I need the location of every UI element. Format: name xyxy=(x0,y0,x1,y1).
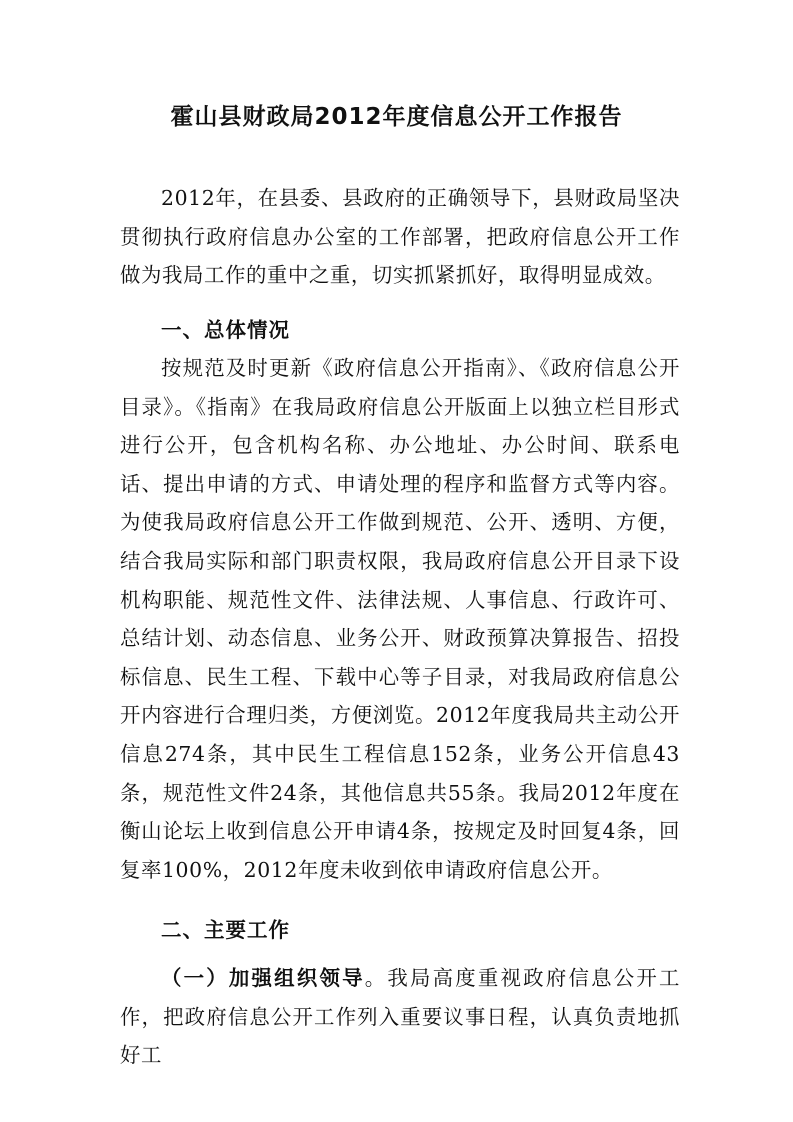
section-heading-overview: 一、总体情况 xyxy=(161,318,290,342)
overview-paragraph: 按规范及时更新《政府信息公开指南》、《政府信息公开目录》。《指南》在我局政府信息公开版面上以独立栏目形式进行公开，包含机构名称、办公地址、办公时间、联系电话、提出申请的方式、申请处理的程序和监督方式等内容。为使我局政府信息公开工作做到规范、公开、透明、方便，结合我局实际和部门职责权限，我局政府信息公开目录下设机构职能、规范性文件、法律法规、人事信息、行政许可、总结计划、动态信息、业务公开、财政预算决算报告、招投标信息、民生工程、下载中心等子目录，对我局政府信息公开内容进行合理归类，方便浏览。2012年度我局共主动公开信息274条，其中民生工程信息152条，业务公开信息43条，规范性文件24条，其他信息共55条。我局2012年度在衡山论坛上收到信息公开申请4条，按规定及时回复4条，回复率100%，2012年度未收到依申请政府信息公开。 xyxy=(120,356,680,882)
subsection-body-organization: 。我局高度重视政府信息公开工作，把政府信息公开工作列入重要议事日程，认真负责地抓好工 xyxy=(120,966,680,1068)
subsection-lead-organization: （一）加强组织领导 xyxy=(161,966,365,990)
intro-paragraph: 2012年，在县委、县政府的正确领导下，县财政局坚决贯彻执行政府信息办公室的工作部署，把政府信息公开工作做为我局工作的重中之重，切实抓紧抓好，取得明显成效。 xyxy=(120,186,680,288)
main-work-paragraph xyxy=(120,959,680,1075)
document-title: 霍山县财政局2012年度信息公开工作报告 xyxy=(170,104,623,130)
section-heading-main-work: 二、主要工作 xyxy=(161,918,290,942)
